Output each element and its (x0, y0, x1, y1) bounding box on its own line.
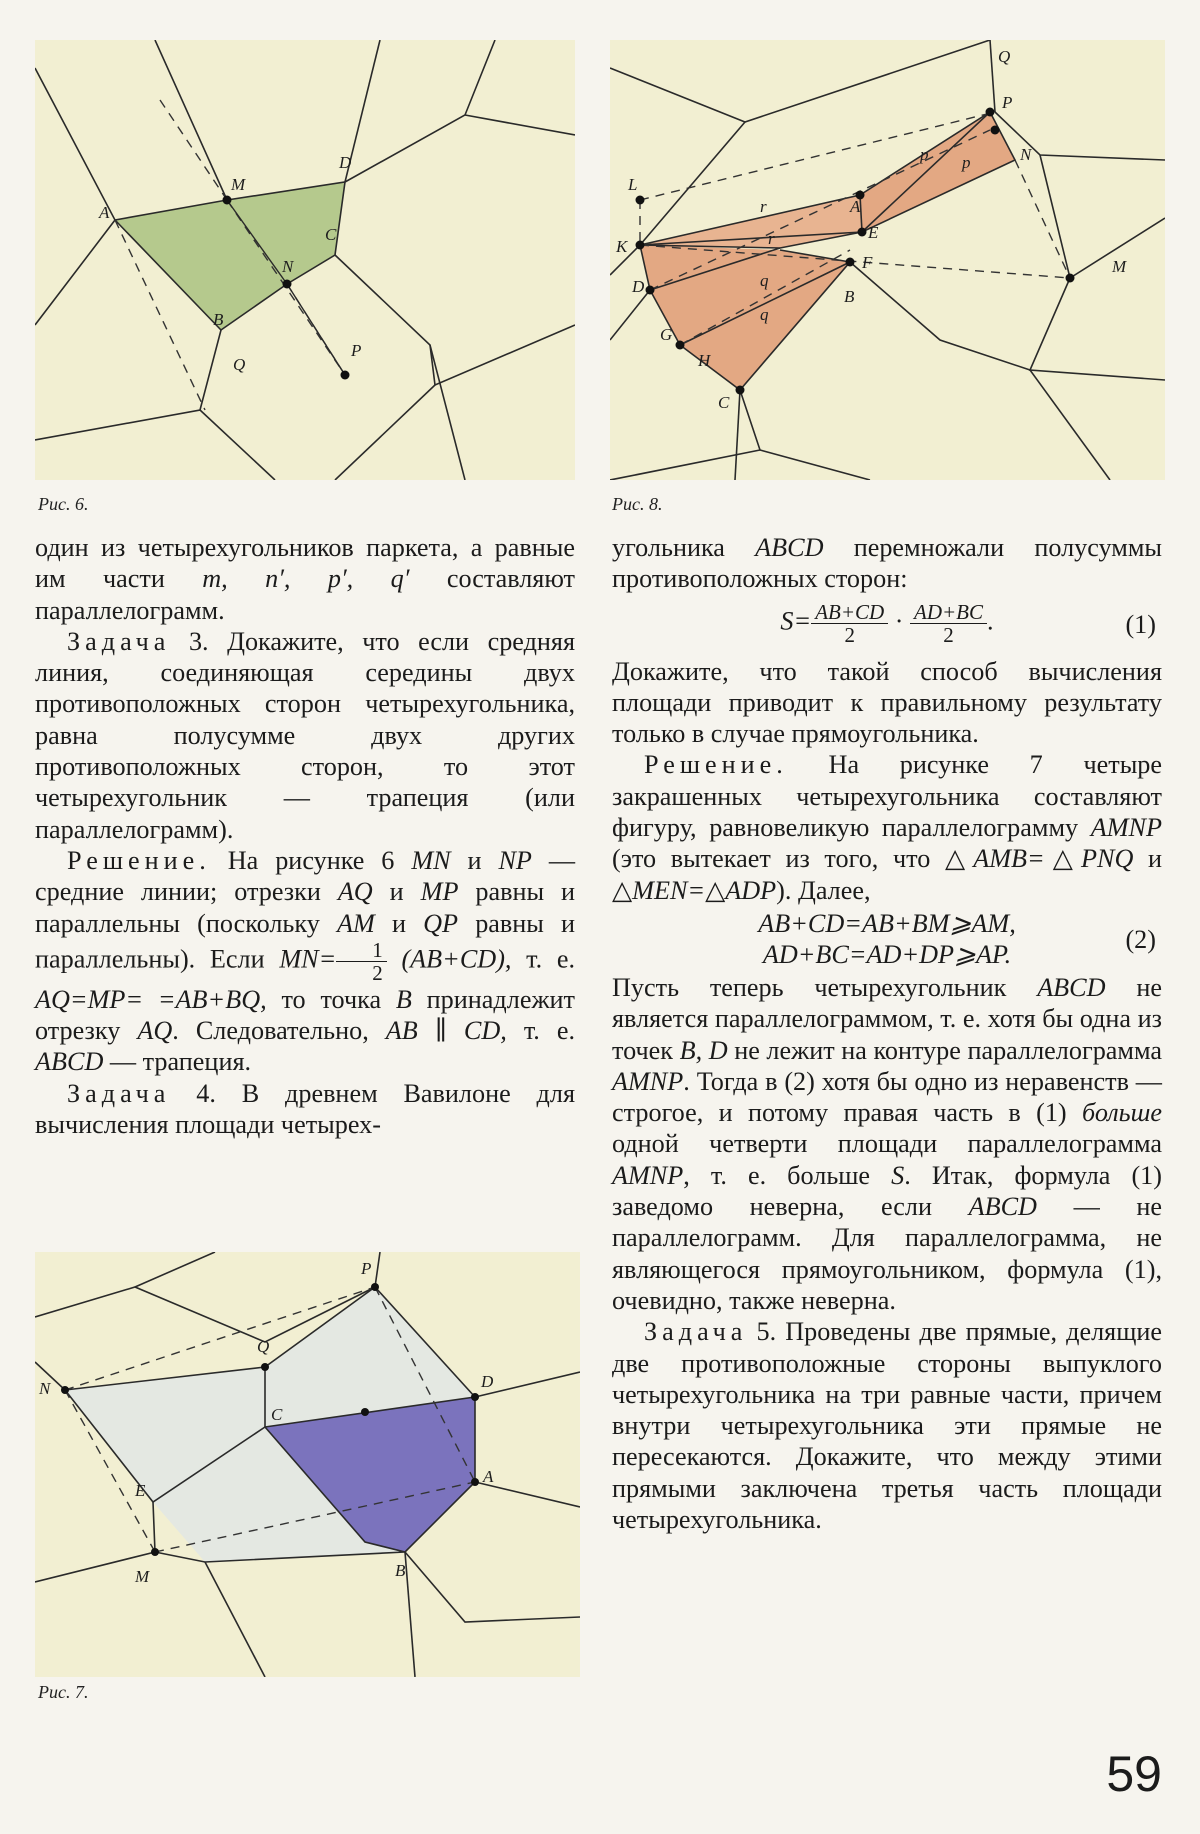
fig8-label-q-2: q (760, 305, 769, 324)
formula-1-number: (1) (1125, 609, 1156, 639)
fig8-label-N: N (1020, 145, 1032, 164)
fig8-label-r-1: r (760, 197, 767, 216)
solution-3: Решение. На рисунке 6 MN и NP — средние линии; отрезки AQ и MP равны и параллельны (поскольку AM и QP равны и параллельны). Если MN= $\frac{1}{2}$ (AB+CD), т. е. AQ=MP= =AB+BQ, то точка B принадлежит отрезку AQ. Следовательно, AB ∥ CD, т. е. ABCD — трапеция. (35, 845, 576, 1077)
fig8-label-A: A (850, 197, 861, 216)
fig8-label-C: C (718, 393, 730, 412)
task-4: Задача 4. В древнем Вавилоне для вычисления площади четырех- (35, 1078, 575, 1140)
fig8-label-H: H (698, 351, 711, 370)
solution-4: Решение. На рисунке 7 четыре закрашенных четырехугольника составляют фигуру, равновеликую параллелограмму AMNP (это вытекает из того, что △AMB=△PNQ и △MEN=△ADP). Далее, (612, 750, 1163, 905)
left-column (35, 532, 575, 1140)
fig8-label-G: G (660, 325, 673, 344)
solution-4-continued: Пусть теперь четырехугольник ABCD не является параллелограммом, т. е. хотя бы одна из точек B, D не лежит на контуре параллелограмма AMNP. Тогда в (2) хотя бы одно из неравенств — строгое, и потому правая часть в (1) больше одной четверти площади параллелограмма AMNP, т. е. больше S. Итак, формула (1) заведомо неверна, если ABCD — не параллелограмм. Для параллелограмма, не являющегося прямоугольником, формула (1), очевидно, также неверна. (612, 972, 1163, 1315)
fig8-label-p-2: p (962, 153, 971, 172)
fig8-label-E: E (868, 223, 879, 242)
fig7-label-E: E (135, 1481, 146, 1500)
figure-8 (610, 40, 1165, 480)
fig8-label-M: M (1112, 257, 1127, 276)
fig8-label-F: F (862, 253, 873, 272)
task-3: Задача 3. Докажите, что если средняя линия, соединяющая середины двух противоположных сторон четырехугольника, равна полусумме двух других противоположных сторон, то этот четырехугольник — трапеция (или параллелограмм). (35, 626, 576, 844)
fig6-label-B: B (213, 310, 224, 329)
fraction-one-half: $\frac{1}{2}$ (336, 939, 387, 984)
fig7-label-P: P (361, 1259, 372, 1278)
fig7-label-Q: Q (257, 1337, 270, 1356)
fig8-label-p-1: p (920, 145, 929, 164)
fig8-label-K: K (616, 237, 628, 256)
paragraph-continuation: один из четырехугольников паркета, а равные им части m, n′, p′, q′ составляют параллелограмм. (35, 533, 576, 625)
formula-2: AB+CD=AB+BM⩾AM, AD+BC=AD+DP⩾AP. (2) (758, 908, 1156, 969)
formula-2-number: (2) (1125, 924, 1156, 954)
fig7-label-M: M (135, 1567, 150, 1586)
fig6-label-A: A (99, 203, 110, 222)
right-column (612, 532, 1162, 1535)
fig6-label-C: C (325, 225, 337, 244)
fig6-label-Q: Q (233, 355, 246, 374)
fig7-label-C: C (271, 1405, 283, 1424)
fig8-label-D: D (632, 277, 645, 296)
figure-6 (35, 40, 575, 480)
figure-7-drawing (35, 1252, 580, 1677)
fig6-label-D: D (339, 153, 352, 172)
formula-1: S= $\frac{AB+CD}{2}$ · $\frac{AD+BC}{2}$ . (1) (780, 599, 1156, 647)
fig8-label-r-2: r (768, 229, 775, 248)
fig7-label-A: A (483, 1467, 494, 1486)
figure-7 (35, 1252, 580, 1677)
fig6-label-N: N (282, 257, 294, 276)
fig8-label-B: B (844, 287, 855, 306)
task-4-question: Докажите, что такой способ вычисления площади приводит к правильному результату только в случае прямоугольника. (612, 656, 1162, 749)
figure-7-caption: Рис. 7. (38, 1682, 89, 1702)
figure-8-caption: Рис. 8. (612, 494, 663, 514)
fig8-label-P: P (1002, 93, 1013, 112)
fig7-label-N: N (39, 1379, 51, 1398)
figure-6-caption: Рис. 6. (38, 494, 89, 514)
figure-8-drawing (610, 40, 1165, 480)
fig7-label-D: D (481, 1372, 494, 1391)
fig6-label-M: M (231, 175, 246, 194)
fig8-label-L: L (628, 175, 638, 194)
task-4-continuation: угольника ABCD перемножали полусуммы противоположных сторон: (612, 533, 1163, 594)
page-number: 59 (1106, 1746, 1162, 1802)
figure-6-drawing (35, 40, 575, 480)
task-5: Задача 5. Проведены две прямые, делящие две противоположные стороны выпуклого четырехугольника на три равные части, причем внутри четырехугольника эти прямые не пересекаются. Докажите, что между этими прямыми заключена третья часть площади четырехугольника. (612, 1317, 1162, 1535)
fig6-label-P: P (351, 341, 362, 360)
fig7-label-B: B (395, 1561, 406, 1580)
fig8-label-Q: Q (998, 47, 1011, 66)
fig8-label-q-1: q (760, 271, 769, 290)
